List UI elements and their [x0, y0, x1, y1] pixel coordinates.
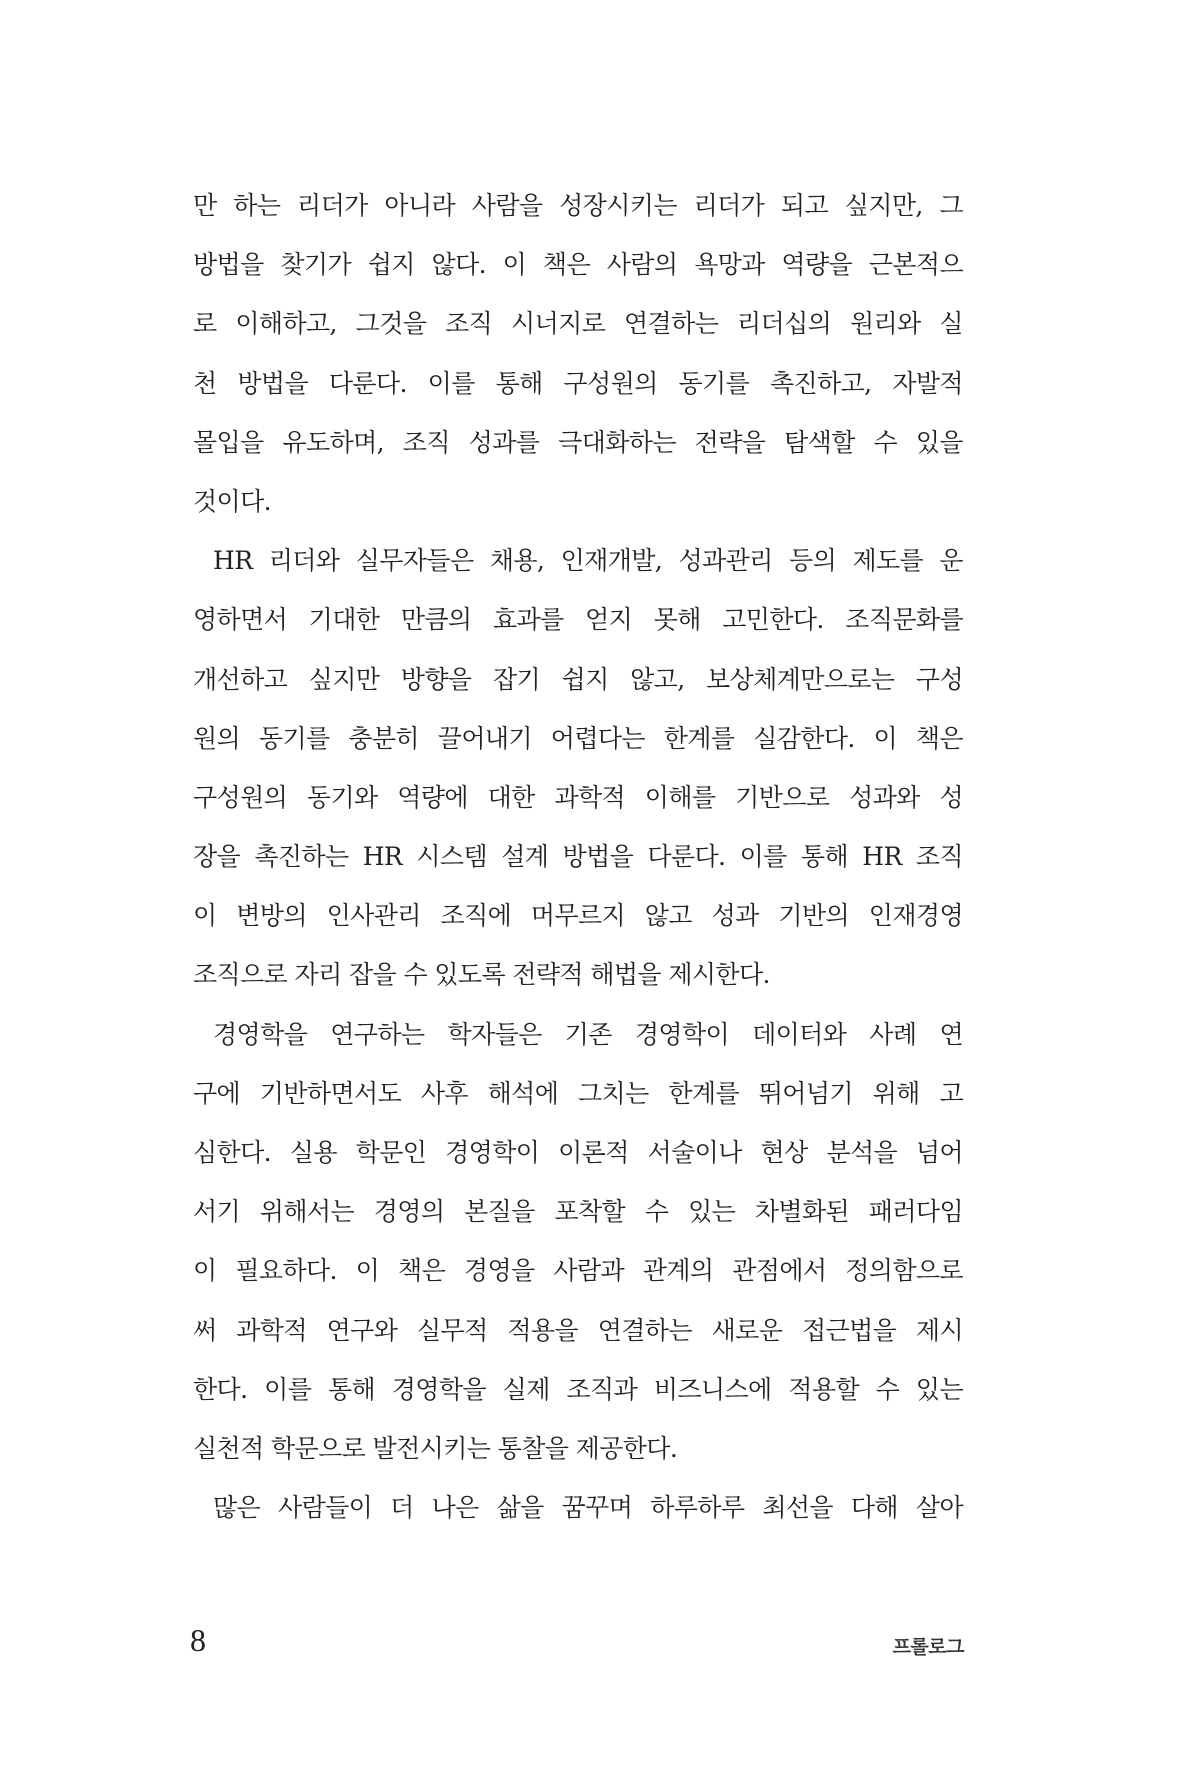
text-line: 이 변방의 인사관리 조직에 머무르지 않고 성과 기반의 인재경영 — [193, 901, 963, 931]
running-head-chapter-title: 프롤로그 — [892, 1636, 964, 1658]
text-line: 구성원의 동기와 역량에 대한 과학적 이해를 기반으로 성과와 성 — [193, 782, 963, 812]
text-line: 영하면서 기대한 만큼의 효과를 얻지 못해 고민한다. 조직문화를 — [193, 605, 963, 635]
text-line: 한다. 이를 통해 경영학을 실제 조직과 비즈니스에 적용할 수 있는 — [193, 1374, 963, 1404]
text-line: 이 필요하다. 이 책은 경영을 사람과 관계의 관점에서 정의함으로 — [193, 1256, 963, 1286]
body-text — [193, 176, 963, 1537]
text-line: 실천적 학문으로 발전시키는 통찰을 제공한다. — [193, 1433, 678, 1463]
paragraph-first-line: HR 리더와 실무자들은 채용, 인재개발, 성과관리 등의 제도를 운 — [213, 546, 963, 576]
text-line: 원의 동기를 충분히 끌어내기 어렵다는 한계를 실감한다. 이 책은 — [193, 723, 963, 753]
text-line: 천 방법을 다룬다. 이를 통해 구성원의 동기를 촉진하고, 자발적 — [193, 368, 963, 398]
paragraph-first-line: 경영학을 연구하는 학자들은 기존 경영학이 데이터와 사례 연 — [213, 1019, 963, 1049]
text-line: 로 이해하고, 그것을 조직 시너지로 연결하는 리더십의 원리와 실 — [193, 309, 963, 339]
text-line: 개선하고 싶지만 방향을 잡기 쉽지 않고, 보상체계만으로는 구성 — [193, 664, 963, 694]
text-line: 구에 기반하면서도 사후 해석에 그치는 한계를 뛰어넘기 위해 고 — [193, 1078, 963, 1108]
text-line: 만 하는 리더가 아니라 사람을 성장시키는 리더가 되고 싶지만, 그 — [193, 191, 963, 220]
text-line: 방법을 찾기가 쉽지 않다. 이 책은 사람의 욕망과 역량을 근본적으 — [193, 250, 963, 280]
text-line: 서기 위해서는 경영의 본질을 포착할 수 있는 차별화된 패러다임 — [193, 1197, 963, 1227]
text-line: 몰입을 유도하며, 조직 성과를 극대화하는 전략을 탐색할 수 있을 — [193, 427, 963, 457]
text-line: 조직으로 자리 잡을 수 있도록 전략적 해법을 제시한다. — [193, 960, 770, 990]
paragraph-first-line: 많은 사람들이 더 나은 삶을 꿈꾸며 하루하루 최선을 다해 살아 — [213, 1493, 963, 1523]
text-line: 심한다. 실용 학문인 경영학이 이론적 서술이나 현상 분석을 넘어 — [193, 1138, 963, 1167]
text-line: 것이다. — [193, 486, 271, 516]
text-line: 장을 촉진하는 HR 시스템 설계 방법을 다룬다. 이를 통해 HR 조직 — [193, 842, 963, 872]
text-line: 써 과학적 연구와 실무적 적용을 연결하는 새로운 접근법을 제시 — [193, 1315, 963, 1345]
page-number: 8 — [190, 1622, 206, 1658]
